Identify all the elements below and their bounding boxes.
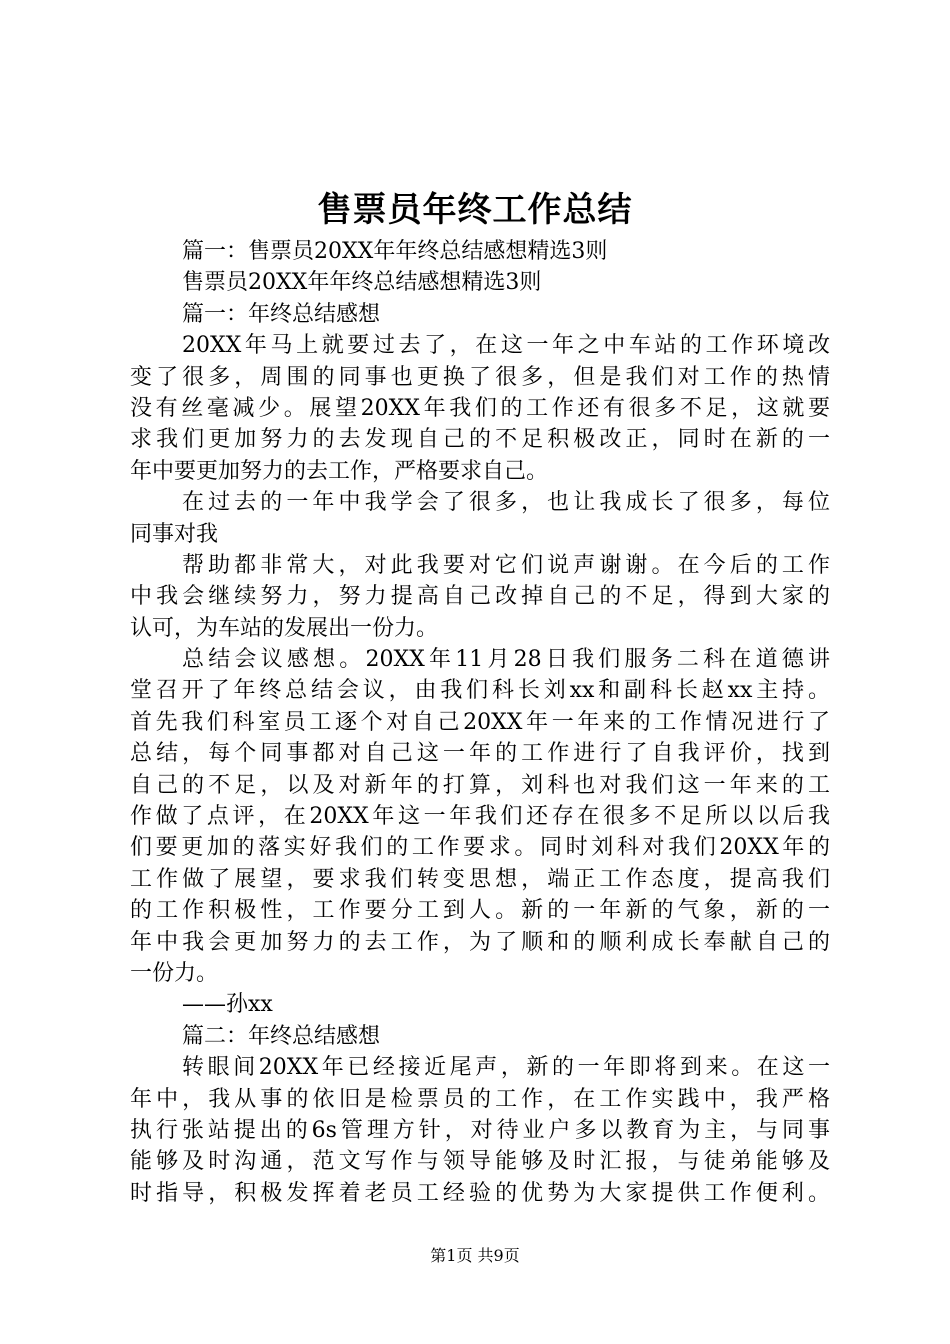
text-line: 们要更加的落实好我们的工作要求。同时刘科对我们20XX年的 [130,835,830,861]
text-line: 首先我们科室员工逐个对自己20XX年一年来的工作情况进行了 [130,709,830,735]
text-line: 自己的不足，以及对新年的打算，刘科也对我们这一年来的工 [130,772,830,798]
text-line: 求我们更加努力的去发现自己的不足积极改正，同时在新的一 [130,427,830,453]
document-title: 售票员年终工作总结 [317,190,633,230]
text-line: 年中我会更加努力的去工作，为了顺和的顺利成长奉献自己的 [130,929,830,955]
page-footer: 第1页 共9页 [430,1246,520,1265]
text-line: 变了很多，周围的同事也更换了很多，但是我们对工作的热情 [130,364,830,390]
text-line: 年中，我从事的依旧是检票员的工作，在工作实践中，我严格 [130,1086,830,1112]
text-line: 时指导，积极发挥着老员工经验的优势为大家提供工作便利。 [130,1180,830,1206]
text-line: 同事对我 [130,521,219,547]
text-line: 能够及时沟通，范文写作与领导能够及时汇报，与徒弟能够及 [130,1149,830,1175]
text-line: 帮助都非常大，对此我要对它们说声谢谢。在今后的工作 [182,552,830,578]
text-line: 工作做了展望，要求我们转变思想，端正工作态度，提高我们 [130,866,830,892]
text-line: 认可，为车站的发展出一份力。 [130,615,439,641]
text-line: 堂召开了年终总结会议，由我们科长刘xx和副科长赵xx主持。 [130,678,830,704]
text-line: 一份力。 [130,960,219,986]
text-line: ——孙xx [182,992,273,1018]
text-line: 售票员20XX年年终总结感想精选3则 [182,270,542,296]
text-line: 篇二：年终总结感想 [182,1023,381,1049]
text-line: 总结，每个同事都对自己这一年的工作进行了自我评价，找到 [130,741,830,767]
text-line: 的工作积极性，工作要分工到人。新的一年新的气象，新的一 [130,898,830,924]
text-line: 20XX年马上就要过去了，在这一年之中车站的工作环境改 [182,333,830,359]
text-line: 在过去的一年中我学会了很多，也让我成长了很多，每位 [182,490,830,516]
text-line: 作做了点评，在20XX年这一年我们还存在很多不足所以以后我 [130,804,830,830]
text-line: 篇一：售票员20XX年年终总结感想精选3则 [182,239,608,264]
text-line: 年中要更加努力的去工作，严格要求自己。 [130,458,549,484]
text-line: 总结会议感想。20XX年11月28日我们服务二科在道德讲 [182,647,830,673]
text-line: 执行张站提出的6s管理方针，对待业户多以教育为主，与同事 [130,1117,830,1143]
text-line: 转眼间20XX年已经接近尾声，新的一年即将到来。在这一 [182,1055,830,1081]
text-line: 没有丝毫减少。展望20XX年我们的工作还有很多不足，这就要 [130,395,830,421]
text-line: 中我会继续努力，努力提高自己改掉自己的不足，得到大家的 [130,584,830,610]
document-body [130,236,830,1209]
text-line: 篇一：年终总结感想 [182,301,381,327]
